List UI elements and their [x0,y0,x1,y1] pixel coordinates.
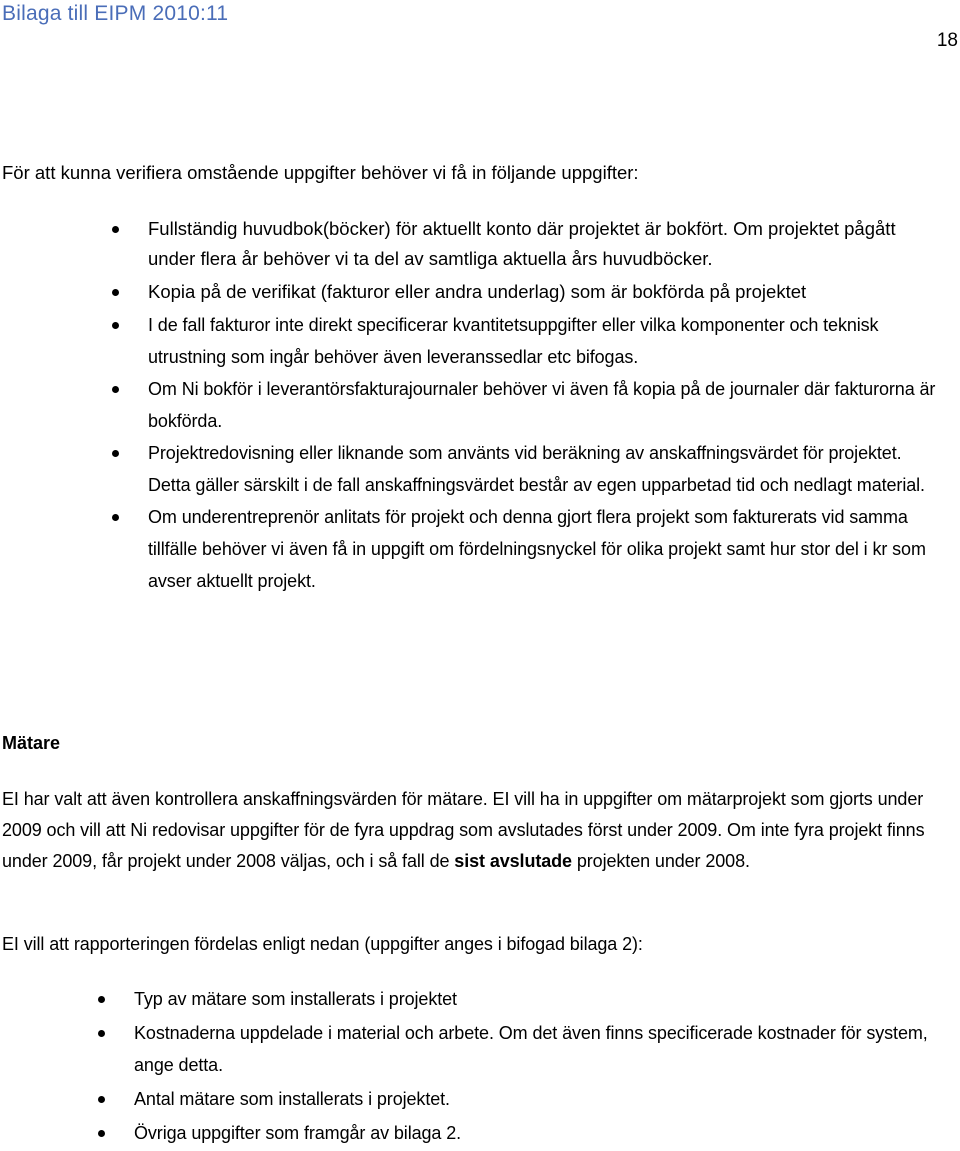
section-paragraph [2,784,952,877]
list-item: I de fall fakturor inte direkt specificerar kvantitetsuppgifter eller vilka komponenter och teknisk utrustning som ingår behöver även leveranssedlar etc bifogas. [148,309,948,373]
paragraph-text: projekten under 2008. [571,851,750,871]
list-item: Övriga uppgifter som framgår av bilaga 2. [134,1117,954,1149]
paragraph-text: EI har valt att även kontrollera anskaffningsvärden för mätare. EI vill ha in uppgifter om mätarprojekt som gjorts under 2009 och vill att Ni redovisar uppgifter för de fyra uppdrag som avslutades först under 2009. Om inte fyra projekt finns under 2009, får projekt under 2008 väljas, och i så fall de [2,789,925,871]
list-item: Kopia på de verifikat (fakturor eller andra underlag) som är bokförda på projektet [148,277,948,307]
verification-list-a [148,214,948,310]
list-item: Kostnaderna uppdelade i material och arbete. Om det även finns specificerade kostnader för system, ange detta. [134,1017,954,1081]
paragraph-emphasis: sist avslutade [454,851,572,871]
list-item: Antal mätare som installerats i projektet. [134,1083,954,1115]
list-item: Typ av mätare som installerats i projektet [134,983,954,1015]
list-item: Om Ni bokför i leverantörsfakturajournaler behöver vi även få kopia på de journaler där fakturorna är bokförda. [148,373,948,437]
reporting-paragraph: EI vill att rapporteringen fördelas enligt nedan (uppgifter anges i bifogad bilaga 2): [2,934,643,954]
page-number: 18 [936,30,958,51]
list-item: Projektredovisning eller liknande som använts vid beräkning av anskaffningsvärdet för projektet. Detta gäller särskilt i de fall anskaffningsvärdet består av egen upparbetad tid och nedlagt material. [148,437,948,501]
verification-list-b [148,309,948,597]
section-heading: Mätare [2,733,61,753]
list-item: Om underentreprenör anlitats för projekt och denna gjort flera projekt som fakturerats vid samma tillfälle behöver vi även få in uppgift om fördelningsnyckel för olika projekt samt hur stor del i kr som avser aktuellt projekt. [148,501,948,597]
list-item: Fullständig huvudbok(böcker) för aktuellt konto där projektet är bokfört. Om projektet pågått under flera år behöver vi ta del av samtliga aktuella års huvudböcker. [148,214,948,274]
reporting-list [134,983,954,1151]
intro-text: För att kunna verifiera omstående uppgifter behöver vi få in följande uppgifter: [2,162,639,183]
document-header-title: Bilaga till EIPM 2010:11 [2,2,229,25]
